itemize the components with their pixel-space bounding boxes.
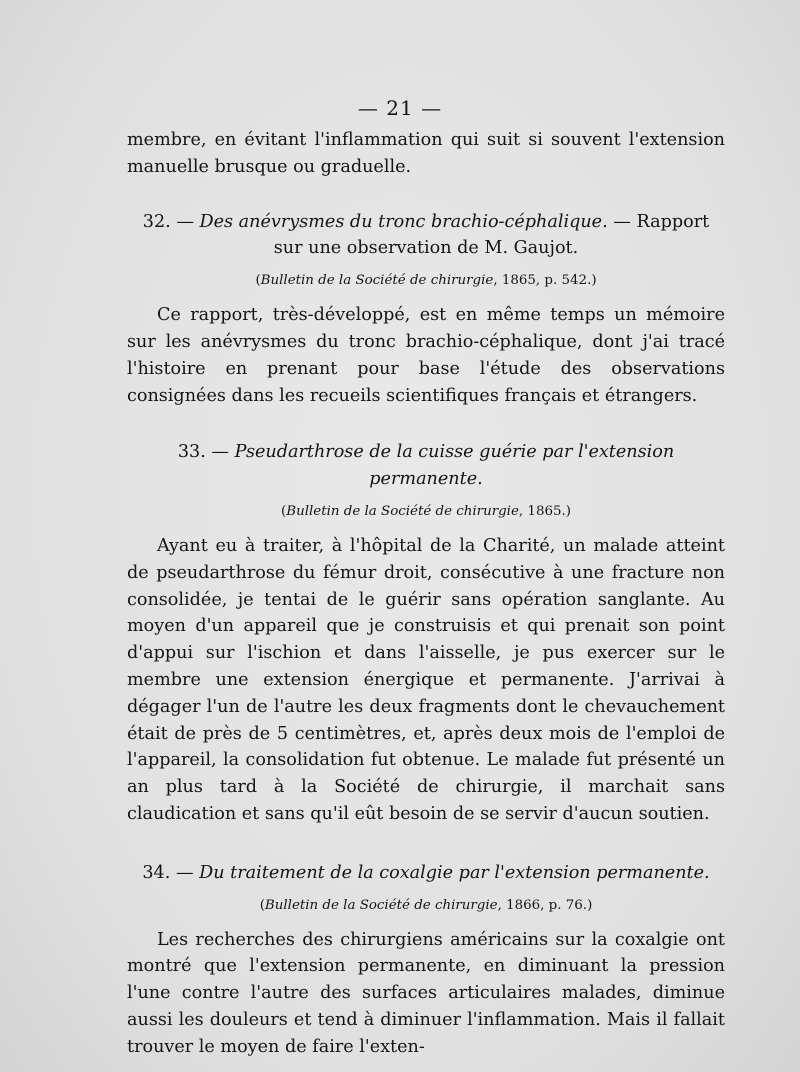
paragraph-33: Ayant eu à traiter, à l'hôpital de la Charité, un malade atteint de pseudarthrose du fémur droit, consécutive à une fracture non consolidée, je tentai de le guérir sans opération sanglante. Au moyen d'un appareil que je construisis et qui prenait son point d'appui sur l'ischion et dans l'aisselle, je pus exercer sur le membre une extension énergique et permanente. J'arrivai à dégager l'un de l'autre les deux fragments dont le chevauchement était de près de 5 centimètres, et, après deux mois de l'emploi de l'appareil, la consolidation fut obtenue. Le malade fut présenté un an plus tard à la Société de chirurgie, il marchait sans claudication et sans qu'il eût besoin de se servir d'aucun soutien. (127, 535, 725, 824)
entry-subtitle: — Rapport sur une observation de M. Gaujot. (273, 211, 710, 259)
citation-details: , 1866, p. 76.) (497, 897, 593, 913)
citation-journal: Bulletin de la Société de chirurgie (264, 897, 498, 913)
entry-number: 32. (142, 211, 171, 232)
page-content (127, 127, 725, 1061)
entry-number: 33. (177, 442, 206, 463)
entry-34 (127, 860, 725, 887)
entry-dash: — (175, 862, 194, 883)
entry-dash: — (211, 442, 229, 463)
entry-title: Pseudarthrose de la cuisse guérie par l'extension permanente. (234, 442, 675, 490)
paragraph-continuation: membre, en évitant l'inflammation qui suit si souvent l'extension manuelle brusque ou graduelle. (127, 130, 725, 177)
entry-number: 34. (142, 862, 171, 883)
citation-32: (Bulletin de la Société de chirurgie, 1865, p. 542.) (255, 273, 597, 289)
entry-title: Du traitement de la coxalgie par l'extension permanente. (199, 862, 710, 883)
citation-journal: Bulletin de la Société de chirurgie (286, 503, 519, 519)
citation-34: (Bulletin de la Société de chirurgie, 1866, p. 76.) (259, 897, 593, 913)
citation-details: , 1865, p. 542.) (493, 273, 597, 289)
page-number: — 21 — (357, 96, 443, 120)
citation-33: (Bulletin de la Société de chirurgie, 1865.) (281, 503, 571, 519)
entry-dash: — (176, 211, 194, 232)
paragraph-32: Ce rapport, très-développé, est en même temps un mémoire sur les anévrysmes du tronc brachio-céphalique, dont j'ai tracé l'histoire en prenant pour base l'étude des observations consignées dans les recueils scientifiques français et étrangers. (127, 305, 725, 406)
citation-journal: Bulletin de la Société de chirurgie (260, 273, 494, 289)
paragraph-34: Les recherches des chirurgiens américains sur la coxalgie ont montré que l'extension permanente, en diminuant la pression l'une contre l'autre des surfaces articulaires malades, diminue aussi les douleurs et tend à diminuer l'inflammation. Mais il fallait trouver le moyen de faire l'exten- (127, 929, 725, 1057)
entry-32 (127, 209, 725, 263)
citation-details: , 1865.) (518, 503, 571, 519)
entry-33 (127, 439, 725, 493)
entry-title: Des anévrysmes du tronc brachio-céphalique. (199, 211, 608, 232)
